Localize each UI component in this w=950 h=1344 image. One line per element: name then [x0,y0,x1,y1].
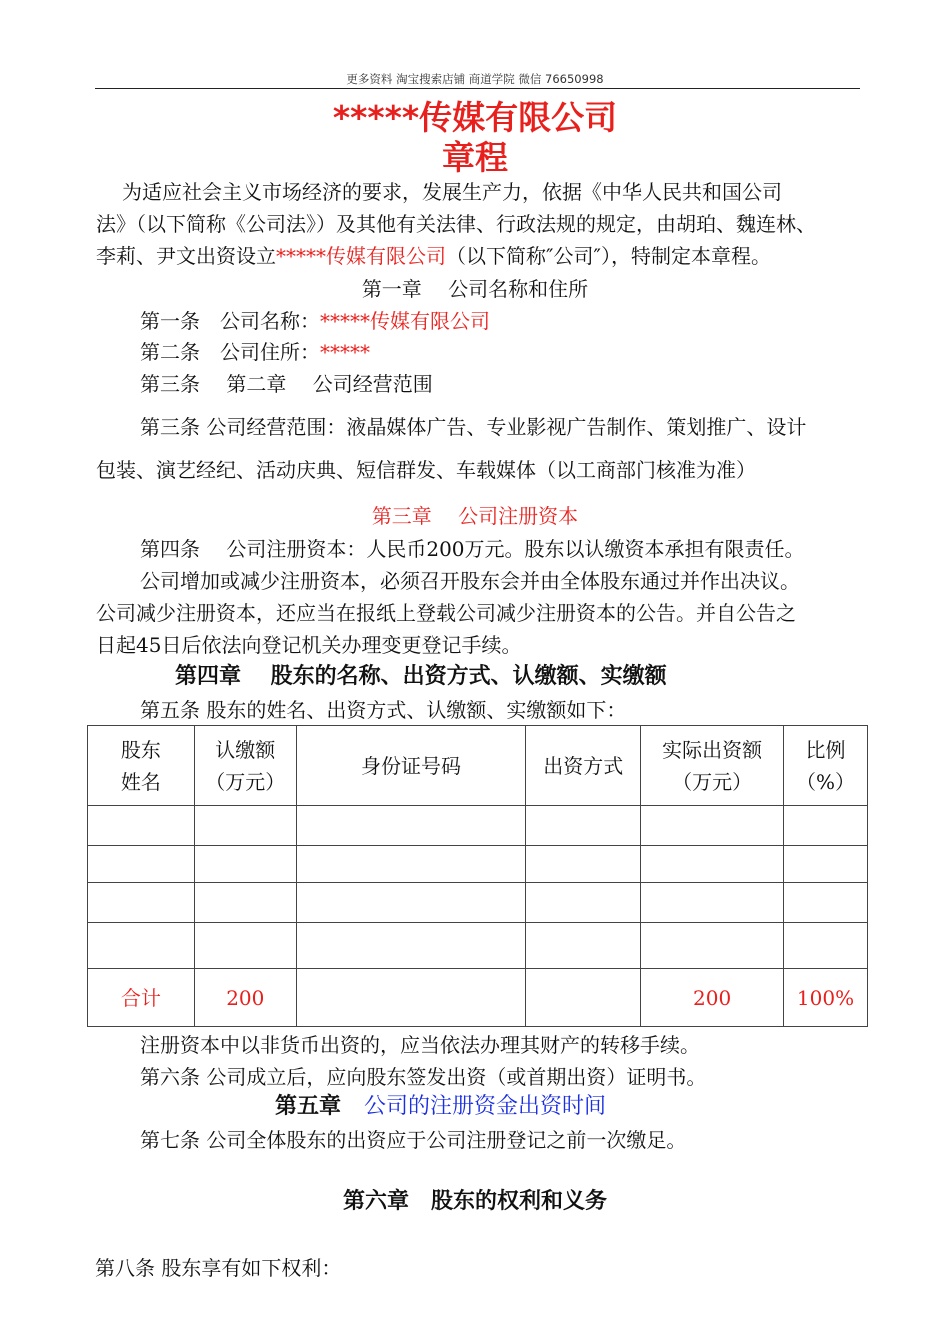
article-4-line: 日起45日后依法向登记机关办理变更登记手续。 [96,633,522,657]
company-name: *****传媒有限公司 [276,244,446,268]
table-row [88,846,868,883]
table-row [88,883,868,923]
article-2 [140,338,370,366]
article-8: 第八条 股东享有如下权利： [95,1256,342,1280]
article-4-line: 第四条 公司注册资本：人民币200万元。股东以认缴资本承担有限责任。 [140,537,805,561]
chapter-6-heading: 第六章 股东的权利和义务 [342,1189,607,1214]
intro-line [96,242,771,270]
intro-line: 法》（以下简称《公司法》）及其他有关法律、行政法规的规定，由胡珀、魏连林、 [96,212,816,236]
chapter-5-heading: 第五章 公司的注册资金出资时间 [275,1094,607,1119]
article-4-line: 公司减少注册资本，还应当在报纸上登载公司减少注册资本的公告。并自公告之 [96,601,796,625]
header-cell: 比例 （%） [784,726,868,806]
table-header-row [88,726,868,806]
total-subscribed: 200 [194,969,296,1027]
shareholder-table [87,725,868,1027]
article-3-line: 包装、演艺经纪、活动庆典、短信群发、车载媒体（以工商部门核准为准） [96,458,756,482]
total-paid: 200 [641,969,784,1027]
article-1 [140,307,490,335]
article-3-line: 第三条 公司经营范围：液晶媒体广告、专业影视广告制作、策划推广、设计 [140,415,807,439]
article-value: *****传媒有限公司 [320,309,490,333]
article-4-line: 公司增加或减少注册资本，必须召开股东会并由全体股东通过并作出决议。 [140,569,800,593]
document-subtitle: 章程 [442,138,508,177]
document-title: *****传媒有限公司 [332,98,618,137]
intro-line: 为适应社会主义市场经济的要求，发展生产力，依据《中华人民共和国公司 [122,180,782,204]
header-cell: 认缴额 （万元） [194,726,296,806]
intro-text: 李莉、尹文出资设立 [96,244,276,268]
chapter-2-heading: 第三条 第二章 公司经营范围 [140,372,433,396]
table-total-row [88,969,868,1027]
table-row [88,806,868,846]
header-cell: 股东 姓名 [88,726,195,806]
article-7: 第七条 公司全体股东的出资应于公司注册登记之前一次缴足。 [140,1128,687,1152]
article-value: ***** [320,340,370,364]
header-cell: 出资方式 [526,726,641,806]
header-cell: 身份证号码 [296,726,526,806]
header-cell: 实际出资额 （万元） [641,726,784,806]
intro-text: （以下简称″公司″），特制定本章程。 [446,244,771,268]
table-row [88,923,868,969]
page-header: 更多资料 淘宝搜索店铺 商道学院 微信 76650998 [346,72,604,86]
chapter-1-heading: 第一章 公司名称和住所 [361,277,589,301]
article-6: 第六条 公司成立后，应向股东签发出资（或首期出资）证明书。 [140,1065,707,1089]
chapter-3-heading: 第三章 公司注册资本 [371,504,579,528]
article-label: 第一条 公司名称： [140,309,320,333]
total-ratio: 100% [784,969,868,1027]
chapter-4-heading: 第四章 股东的名称、出资方式、认缴额、实缴额 [175,664,667,689]
capital-note: 注册资本中以非货币出资的，应当依法办理其财产的转移手续。 [140,1033,700,1057]
article-label: 第二条 公司住所： [140,340,320,364]
header-rule [95,88,860,89]
total-label: 合计 [88,969,195,1027]
article-5: 第五条 股东的姓名、出资方式、认缴额、实缴额如下： [140,698,627,722]
